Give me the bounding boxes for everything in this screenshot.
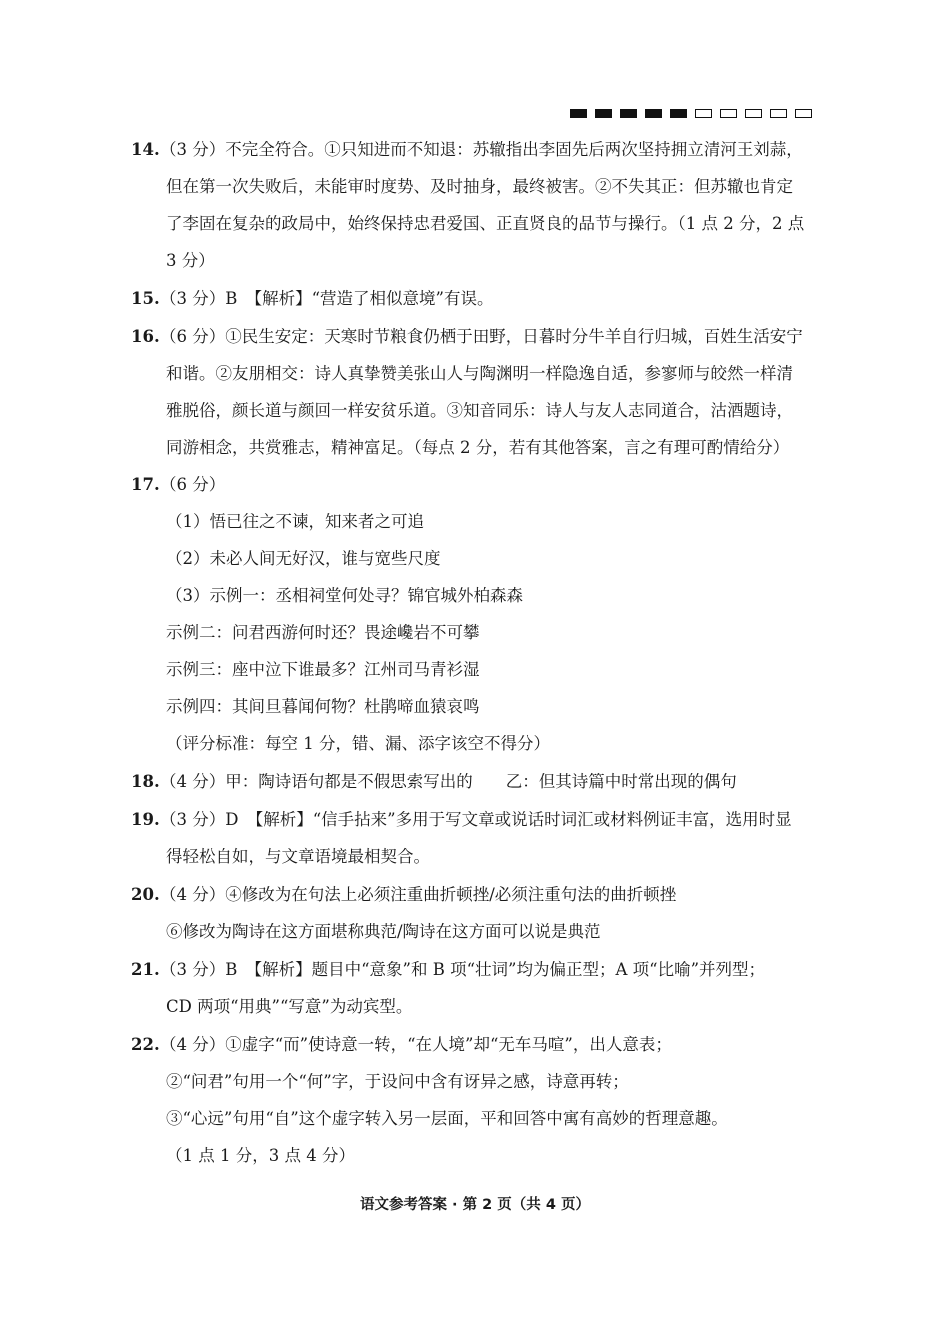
q22-line-3: ③“心远”句用“自”这个虚字转入另一层面，平和回答中寓有高妙的哲理意趣。 [166, 1109, 728, 1128]
q20-line-1: （4 分）④修改为在句法上必须注重曲折顿挫/必须注重句法的曲折顿挫 [160, 885, 677, 904]
q16-line-2: 和谐。②友朋相交：诗人真挚赞美张山人与陶渊明一样隐逸自适，参寥师与皎然一样清 [166, 364, 793, 383]
empty-square-mark [745, 109, 762, 118]
q17-sub-4: 示例二：问君西游何时还？畏途巉岩不可攀 [166, 623, 480, 642]
q21-line-1: （3 分）B 【解析】题目中“意象”和 B 项“壮词”均为偏正型；A 项“比喻”并列型； [160, 960, 766, 979]
filled-square-mark [670, 109, 687, 118]
q19-line-2: 得轻松自如，与文章语境最相契合。 [166, 847, 430, 866]
q22-line-2: ②“问君”句用一个“何”字，于设问中含有讶异之感，诗意再转； [166, 1072, 629, 1091]
question-number-19: 19. [131, 810, 160, 829]
q20-line-2: ⑥修改为陶诗在这方面堪称典范/陶诗在这方面可以说是典范 [166, 922, 601, 941]
filled-square-mark [570, 109, 587, 118]
q19-line-1: （3 分）D 【解析】“信手拈来”多用于写文章或说话时词汇或材料例证丰富，选用时显 [160, 810, 792, 829]
q17-sub-5: 示例三：座中泣下谁最多？江州司马青衫湿 [166, 660, 480, 679]
q17-sub-1: （1）悟已往之不谏，知来者之可追 [166, 512, 424, 531]
q18-line-1: （4 分）甲：陶诗语句都是不假思索写出的 乙：但其诗篇中时常出现的偶句 [160, 772, 737, 791]
filled-square-mark [595, 109, 612, 118]
q14-line-1: （3 分）不完全符合。①只知进而不知退：苏辙指出李固先后两次坚持拥立清河王刘蒜， [160, 140, 803, 159]
q14-line-2: 但在第一次失败后，未能审时度势、及时抽身，最终被害。②不失其正：但苏辙也肯定 [166, 177, 793, 196]
q17-sub-6: 示例四：其间旦暮闻何物？杜鹃啼血猿哀鸣 [166, 697, 480, 716]
q21-line-2: CD 两项“用典”“写意”为动宾型。 [166, 997, 413, 1016]
question-number-21: 21. [131, 960, 160, 979]
q16-line-3: 雅脱俗，颜长道与颜回一样安贫乐道。③知音同乐：诗人与友人志同道合，沽酒题诗， [166, 401, 793, 420]
empty-square-mark [795, 109, 812, 118]
question-number-14: 14. [131, 140, 160, 159]
page-footer: 语文参考答案 · 第 2 页（共 4 页） [360, 1197, 590, 1213]
question-number-20: 20. [131, 885, 160, 904]
question-number-18: 18. [131, 772, 160, 791]
q17-line-1: （6 分） [160, 475, 226, 494]
question-number-17: 17. [131, 475, 160, 494]
empty-square-mark [770, 109, 787, 118]
q22-line-1: （4 分）①虚字“而”使诗意一转，“在人境”却“无车马喧”，出人意表； [160, 1035, 672, 1054]
q14-line-3: 了李固在复杂的政局中，始终保持忠君爱国、正直贤良的品节与操行。（1 点 2 分，2 点 [166, 214, 805, 233]
q14-line-4: 3 分） [166, 251, 215, 270]
empty-square-mark [720, 109, 737, 118]
q17-sub-2: （2）未必人间无好汉，谁与宽些尺度 [166, 549, 441, 568]
q17-scoring-note: （评分标准：每空 1 分，错、漏、添字该空不得分） [166, 734, 550, 753]
question-number-15: 15. [131, 289, 160, 308]
header-marks [570, 109, 812, 118]
q17-sub-3: （3）示例一：丞相祠堂何处寻？锦官城外柏森森 [166, 586, 523, 605]
q16-line-4: 同游相念，共赏雅志，精神富足。（每点 2 分，若有其他答案，言之有理可酌情给分） [166, 438, 790, 457]
empty-square-mark [695, 109, 712, 118]
q22-line-4: （1 点 1 分，3 点 4 分） [166, 1146, 355, 1165]
q16-line-1: （6 分）①民生安定：天寒时节粮食仍栖于田野，日暮时分牛羊自行归城，百姓生活安宁 [160, 327, 803, 346]
question-number-16: 16. [131, 327, 160, 346]
question-number-22: 22. [131, 1035, 160, 1054]
filled-square-mark [645, 109, 662, 118]
q15-line-1: （3 分）B 【解析】“营造了相似意境”有误。 [160, 289, 494, 308]
filled-square-mark [620, 109, 637, 118]
